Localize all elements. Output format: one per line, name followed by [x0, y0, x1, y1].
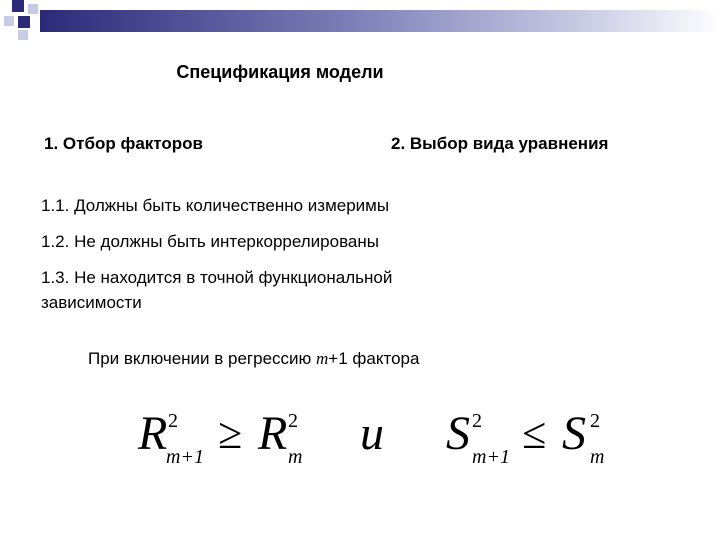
formula-s-right-index: m	[590, 446, 605, 468]
formula-r-left-index: m+1	[166, 446, 204, 468]
formula-r-left: R	[138, 407, 168, 460]
formula-r-right-power: 2	[288, 410, 298, 432]
note-variable: m	[316, 349, 329, 368]
heading-equation-type: 2. Выбор вида уравнения	[391, 134, 609, 153]
header-gradient-bar	[40, 10, 720, 32]
slide-title: Спецификация модели	[176, 62, 384, 82]
decor-square-2	[28, 4, 38, 14]
regression-note	[88, 349, 419, 369]
list-item: зависимости	[41, 293, 142, 312]
geq-symbol: ≥	[218, 409, 243, 458]
decor-square-3	[4, 16, 14, 26]
list-item: 1.2. Не должны быть интеркоррелированы	[41, 232, 379, 251]
formula-s-left-power: 2	[472, 410, 482, 432]
formula-s-right-power: 2	[590, 410, 600, 432]
formula-s-left-index: m+1	[472, 446, 510, 468]
formula	[0, 400, 720, 480]
decor-square-5	[18, 30, 28, 40]
note-text-after: +1 фактора	[328, 349, 420, 368]
formula-r-right: R	[258, 407, 288, 460]
formula-s-left: S	[446, 407, 470, 460]
decor-square-4	[18, 16, 30, 28]
heading-factor-selection: 1. Отбор факторов	[44, 134, 203, 153]
note-text-before: При включении в регрессию	[88, 349, 317, 368]
formula-r-left-power: 2	[168, 410, 178, 432]
formula-s-right: S	[562, 407, 586, 460]
decor-square-1	[12, 0, 24, 12]
formula-r-right-index: m	[288, 446, 303, 468]
list-item: 1.3. Не находится в точной функциональной	[41, 268, 393, 287]
formula-and: и	[360, 407, 384, 460]
leq-symbol: ≤	[522, 409, 547, 458]
list-item: 1.1. Должны быть количественно измеримы	[41, 196, 390, 215]
